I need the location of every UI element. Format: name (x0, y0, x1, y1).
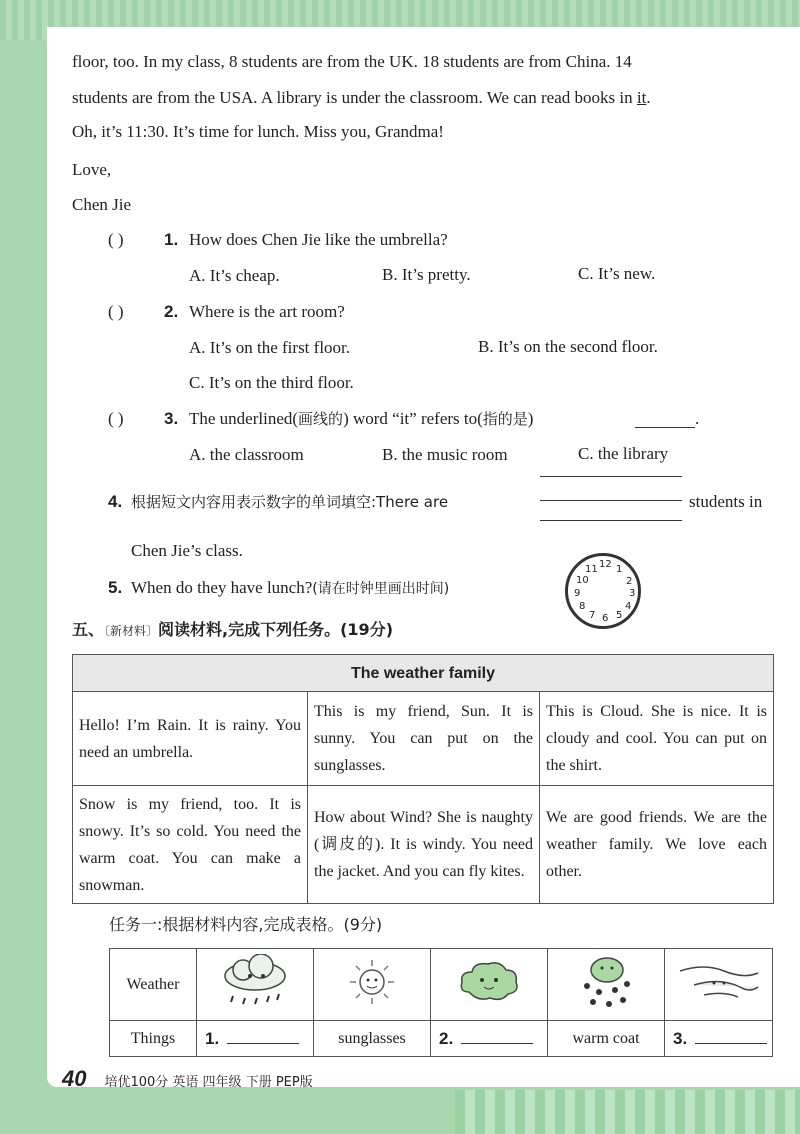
q5-text-cn: (请在时钟里画出时间) (312, 581, 450, 597)
table-cell-snow: Snow is my friend, too. It is snowy. It’s so cold. You need the warm coat. You can make a snowman. (73, 786, 308, 904)
q1-option-b: B. It’s pretty. (382, 265, 471, 284)
clock-number: 8 (579, 601, 586, 612)
underlined-word: it (636, 88, 647, 107)
table-cell-sun: This is my friend, Sun. It is sunny. You can put on the sunglasses. (308, 692, 540, 786)
clock-number: 2 (626, 576, 633, 587)
task-1-title: 任务一:根据材料内容,完成表格。(9分) (109, 915, 383, 934)
answer-cell-1[interactable] (197, 1021, 314, 1057)
things-row-label: Things (110, 1021, 197, 1057)
q3-dot: . (695, 409, 700, 428)
q4-blank-2[interactable] (540, 500, 682, 501)
clock-number: 11 (585, 564, 598, 575)
q3-option-a: A. the classroom (189, 445, 304, 464)
passage-line-3: Oh, it’s 11:30. It’s time for lunch. Miss you, Grandma! (72, 122, 444, 141)
answer-2-blank[interactable] (461, 1043, 533, 1044)
q3-text-1: The underlined( (189, 409, 299, 428)
rain-cloud-icon (215, 954, 295, 1010)
q2-option-b: B. It’s on the second floor. (478, 337, 658, 356)
q2-answer-paren[interactable]: ( ) (108, 302, 124, 321)
q5-text (131, 578, 449, 599)
q4-text-main: 根据短文内容用表示数字的单词填空:There are (131, 493, 449, 511)
section-5-title (72, 620, 393, 641)
q3-option-c: C. the library (578, 444, 669, 463)
section-5-instructions: 阅读材料,完成下列任务。(19分) (158, 620, 394, 639)
q1-option-c: C. It’s new. (578, 264, 656, 283)
bottom-decoration (455, 1090, 800, 1134)
q3-blank[interactable] (635, 427, 695, 428)
section-5-number: 五、 (72, 620, 105, 639)
clock-number: 10 (576, 575, 589, 586)
weather-family-table (72, 654, 774, 904)
things-cell-warm-coat: warm coat (548, 1021, 665, 1057)
weather-table-header: The weather family (73, 655, 774, 692)
q1-answer-paren[interactable]: ( ) (108, 230, 124, 249)
table-cell-cloud: This is Cloud. She is nice. It is cloudy and cool. You can put on the shirt. (540, 692, 774, 786)
weather-pic-snow (548, 949, 665, 1021)
answer-cell-2[interactable] (431, 1021, 548, 1057)
answer-cell-3[interactable] (665, 1021, 773, 1057)
sun-icon (342, 954, 402, 1010)
q1-option-a: A. It’s cheap. (189, 266, 280, 285)
snow-cloud-icon (571, 952, 641, 1012)
clock-number: 6 (602, 613, 609, 624)
things-cell-sunglasses: sunglasses (314, 1021, 431, 1057)
weather-row-label: Weather (110, 949, 197, 1021)
weather-pic-rain (197, 949, 314, 1021)
clock-number: 5 (616, 610, 623, 621)
q3-text-2: ) word “it” refers to( (343, 409, 483, 428)
q2-number: 2. (164, 302, 179, 321)
table-cell-family: We are good friends. We are the weather family. We love each other. (540, 786, 774, 904)
q3-number: 3. (164, 409, 179, 428)
q3-text-3: ) (527, 409, 534, 428)
clock-number: 1 (616, 564, 623, 575)
wind-icon (674, 957, 764, 1007)
clock-number: 9 (574, 588, 581, 599)
signature: Chen Jie (72, 195, 132, 214)
clock-number: 3 (629, 588, 636, 599)
answer-1-number: 1. (205, 1028, 220, 1048)
weather-pic-sun (314, 949, 431, 1021)
q4-number: 4. (108, 492, 123, 511)
q1-text: How does Chen Jie like the umbrella? (189, 230, 448, 249)
answer-2-number: 2. (439, 1028, 454, 1048)
q4-text (131, 492, 448, 512)
answer-3-number: 3. (673, 1028, 688, 1048)
section-5-tag: 〔新材料〕 (104, 624, 159, 638)
q4-line-2: Chen Jie’s class. (131, 541, 243, 560)
q1-number: 1. (164, 230, 179, 249)
q3-option-b: B. the music room (382, 445, 508, 464)
q2-text: Where is the art room? (189, 302, 345, 321)
q3-text (189, 409, 533, 429)
q2-option-a: A. It’s on the first floor. (189, 338, 351, 357)
q4-blank-3[interactable] (540, 520, 682, 521)
closing: Love, (72, 160, 112, 179)
passage-line-2-text: students are from the USA. A library is under the classroom. We can read books in (72, 88, 637, 107)
answer-1-blank[interactable] (227, 1043, 299, 1044)
footer-text: 培优100分 英语 四年级 下册 PEP版 (104, 1075, 313, 1090)
passage-line-2 (72, 88, 651, 108)
q3-text-cn-2: 指的是 (482, 410, 528, 428)
page-footer (62, 1066, 313, 1092)
q3-text-cn-1: 画线的 (298, 410, 344, 428)
table-cell-rain: Hello! I’m Rain. It is rainy. You need an umbrella. (73, 692, 308, 786)
q5-number: 5. (108, 578, 123, 597)
q4-blank-1[interactable] (540, 476, 682, 477)
page-number: 40 (62, 1066, 87, 1091)
q5-text-main: When do they have lunch? (131, 578, 313, 597)
q4-tail: students in (689, 492, 763, 511)
passage-line-1: floor, too. In my class, 8 students are from the UK. 18 students are from China. 14 (72, 52, 632, 71)
answer-3-blank[interactable] (695, 1043, 767, 1044)
q3-answer-paren[interactable]: ( ) (108, 409, 124, 428)
clock-number: 4 (625, 601, 632, 612)
weather-pic-cloud (431, 949, 548, 1021)
clock-number: 12 (599, 559, 612, 570)
weather-pic-wind (665, 949, 773, 1021)
passage-line-2-end: . (646, 88, 651, 107)
table-cell-wind: How about Wind? She is naughty (调皮的). It is windy. You need the jacket. And you can fly kites. (308, 786, 540, 904)
clock-number: 7 (589, 610, 596, 621)
task-1-table (109, 948, 773, 1057)
q2-option-c: C. It’s on the third floor. (189, 373, 354, 392)
cloud-icon (454, 954, 524, 1010)
clock-face[interactable] (565, 553, 641, 629)
